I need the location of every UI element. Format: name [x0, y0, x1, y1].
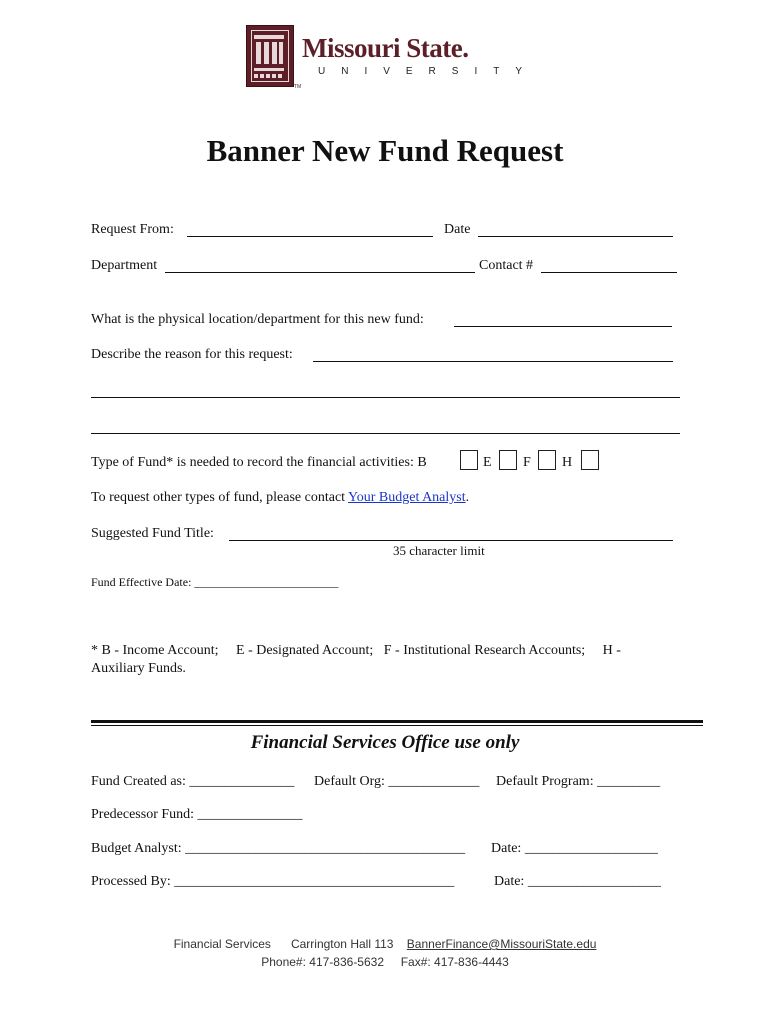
- section-divider: [91, 720, 703, 723]
- logo-subtitle: UNIVERSITY: [318, 66, 539, 77]
- logo-wordmark: Missouri State.: [302, 33, 469, 63]
- footer-location: Carrington Hall 113: [290, 937, 394, 951]
- request-from-label: Request From:: [91, 222, 174, 237]
- fund-type-h-checkbox[interactable]: [581, 450, 599, 470]
- university-seal-logo: [246, 25, 294, 87]
- footer-line-2: [0, 955, 770, 969]
- section-divider-thin: [91, 725, 703, 726]
- other-fund-period: .: [465, 490, 470, 505]
- reason-label: Describe the reason for this request:: [91, 347, 293, 362]
- reason-field[interactable]: [313, 361, 673, 362]
- default-org-field[interactable]: Default Org: _____________: [314, 774, 480, 789]
- location-field[interactable]: [454, 326, 672, 327]
- department-label: Department: [91, 258, 158, 273]
- contact-label: Contact #: [479, 258, 534, 273]
- fund-type-h-label: H: [562, 455, 573, 470]
- predecessor-fund-field[interactable]: Predecessor Fund: _______________: [91, 807, 303, 822]
- fund-type-footnote-1: * B - Income Account; E - Designated Account; F - Institutional Research Accounts; H -: [91, 643, 621, 658]
- fund-type-footnote-2: Auxiliary Funds.: [91, 661, 186, 676]
- footer-line-1: [0, 937, 770, 951]
- reason-field-line-3[interactable]: [91, 433, 680, 434]
- footer-office: Financial Services: [173, 937, 271, 951]
- fund-type-e-label: E: [483, 455, 492, 470]
- suggested-title-field[interactable]: [229, 540, 673, 541]
- fund-type-b-checkbox[interactable]: [460, 450, 478, 470]
- suggested-title-label: Suggested Fund Title:: [91, 526, 214, 541]
- budget-analyst-link[interactable]: Your Budget Analyst: [348, 490, 466, 505]
- location-question: What is the physical location/department for this new fund:: [91, 312, 424, 327]
- effective-date-label: Fund Effective Date: ________________________: [91, 575, 339, 589]
- contact-field[interactable]: [541, 272, 677, 273]
- fund-type-f-checkbox[interactable]: [538, 450, 556, 470]
- fund-type-e-checkbox[interactable]: [499, 450, 517, 470]
- char-limit-note: 35 character limit: [393, 543, 485, 558]
- default-program-field[interactable]: Default Program: _________: [496, 774, 661, 789]
- fund-type-label: Type of Fund* is needed to record the financial activities: B: [91, 455, 427, 470]
- date-field[interactable]: [478, 236, 673, 237]
- budget-analyst-date-field[interactable]: Date: ___________________: [491, 841, 658, 856]
- fund-type-f-label: F: [523, 455, 531, 470]
- other-fund-note: [91, 490, 469, 506]
- request-from-field[interactable]: [187, 236, 433, 237]
- other-fund-text: To request other types of fund, please contact: [91, 490, 346, 505]
- office-use-title: Financial Services Office use only: [250, 732, 520, 753]
- reason-field-line-2[interactable]: [91, 397, 680, 398]
- budget-analyst-field[interactable]: Budget Analyst: ________________________________________: [91, 841, 466, 856]
- footer-email-link[interactable]: BannerFinance@MissouriState.edu: [406, 937, 597, 951]
- department-field[interactable]: [165, 272, 475, 273]
- fund-created-field[interactable]: Fund Created as: _______________: [91, 774, 295, 789]
- footer-fax: Fax#: 417-836-4443: [400, 955, 509, 969]
- date-label: Date: [444, 222, 471, 237]
- processed-date-field[interactable]: Date: ___________________: [494, 874, 661, 889]
- footer-phone: Phone#: 417-836-5632: [261, 955, 385, 969]
- logo-trademark: TM: [294, 84, 302, 90]
- page-title: Banner New Fund Request: [206, 133, 564, 168]
- processed-by-field[interactable]: Processed By: ________________________________________: [91, 874, 455, 889]
